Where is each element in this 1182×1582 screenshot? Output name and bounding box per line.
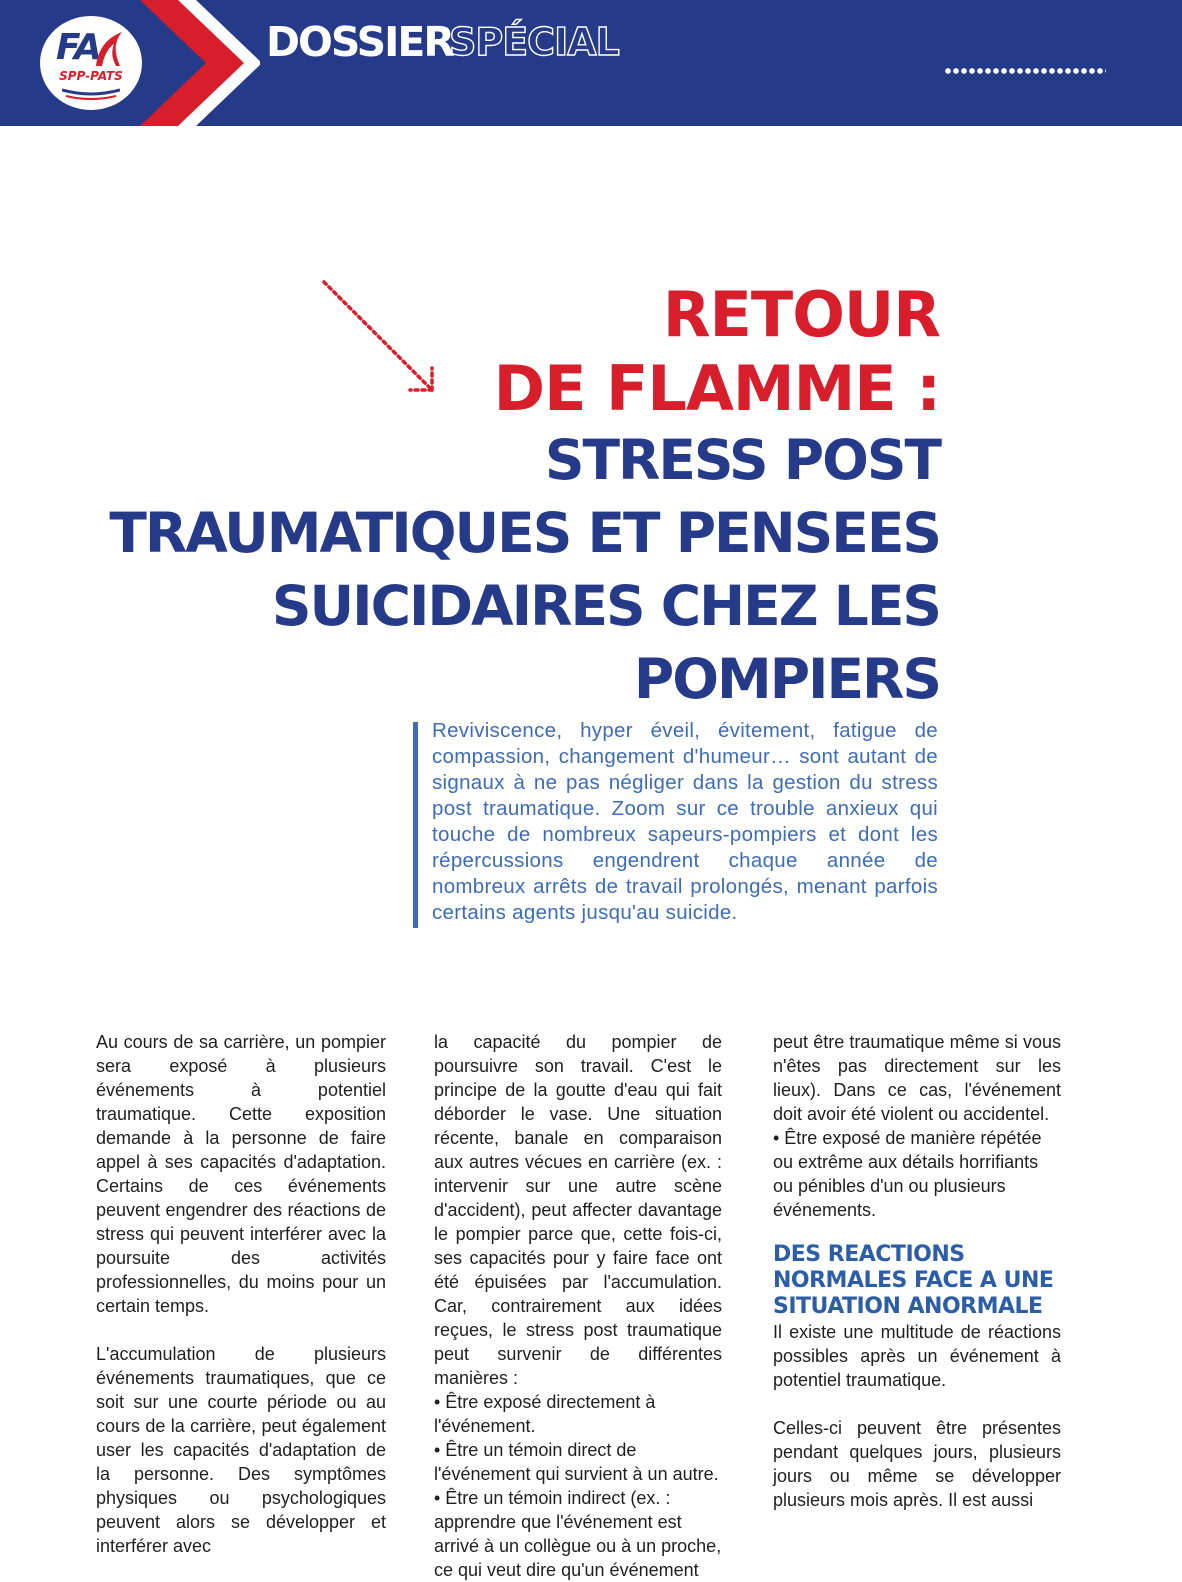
fa-spp-pats-logo [40,16,142,110]
section-subheading: DES REACTIONS NORMALES FACE A UNE SITUATION ANORMALE [773,1242,1054,1319]
logo-sub-text: SPP-PATS [59,69,123,83]
body-paragraph: peut être traumatique même si vous n'êtes pas directement sur les lieux). Dans ce cas, l'événement doit avoir été violent ou accidentel. [773,1032,1061,1124]
bullet-item: • Être un témoin indirect (ex. : apprendre que l'événement est arrivé à un collègue ou à un proche, ce qui veut dire qu'un événement [434,1488,722,1580]
headline-blue-line: STRESS POST [544,428,940,492]
dotted-arrow-icon [318,276,442,400]
headline-blue-line: POMPIERS [633,647,940,711]
body-column-3 [773,1030,1061,1512]
section-title-dossier: DOSSIER [266,18,453,66]
headline-red-line: RETOUR [662,278,940,351]
headline-red-line: DE FLAMME : [493,352,940,425]
dotted-line-decoration [944,67,1106,75]
body-paragraph: Celles-ci peuvent être présentes pendant quelques jours, plusieurs jours ou même se développer plusieurs mois après. Il est aussi [773,1418,1061,1510]
headline-blue [109,424,940,716]
section-title-special: SPÉCIAL [449,20,619,64]
bullet-item: • Être exposé directement à l'événement. [434,1392,656,1436]
logo-main-text: FA [56,27,100,68]
body-paragraph: la capacité du pompier de poursuivre son travail. C'est le principe de la goutte d'eau qui fait déborder le vase. Une situation récente, banale en comparaison aux autres vécues en carrière (ex. : intervenir sur une autre scène d'accident), peut affecter davantage le pompier parce que, cette fois-ci, ses capacités pour y faire face ont été épuisées par l'accumulation. Car, contrairement aux idées reçues, le stress post traumatique peut survenir de différentes manières : [434,1032,722,1388]
headline-blue-line: TRAUMATIQUES ET PENSEES [109,501,940,565]
bullet-item: • Être un témoin direct de l'événement qui survient à un autre. [434,1440,719,1484]
body-column-2 [434,1030,722,1582]
logo-stripes-icon [62,88,120,100]
body-column-1 [96,1030,386,1558]
lead-paragraph: Reviviscence, hyper éveil, évitement, fatigue de compassion, changement d'humeur… sont autant de signaux à ne pas négliger dans la gestion du stress post traumatique. Zoom sur ce trouble anxieux qui touche de nombreux sapeurs-pompiers et dont les répercussions engendrent chaque année de nombreux arrêts de travail prolongés, menant parfois certains agents jusqu'au suicide. [432,719,938,924]
header-band [0,0,1182,126]
bullet-item: • Être exposé de manière répétée ou extrême aux détails horrifiants ou pénibles d'un ou plusieurs événements. [773,1128,1042,1220]
flame-swoosh-icon [92,28,126,68]
body-paragraph: Au cours de sa carrière, un pompier sera exposé à plusieurs événements à potentiel traumatique. Cette exposition demande à la personne de faire appel à ses capacités d'adaptation. Certains de ces événements peuvent engendrer des réactions de stress qui peuvent interférer avec la poursuite des activités professionnelles, du moins pour un certain temps. [96,1032,386,1316]
headline-blue-line: SUICIDAIRES CHEZ LES [271,574,940,638]
lead-accent-bar [413,722,418,928]
body-paragraph: L'accumulation de plusieurs événements traumatiques, que ce soit sur une courte période ou au cours de la carrière, peut également user les capacités d'adaptation de la personne. Des symptômes physiques ou psychologiques peuvent alors se développer et interférer avec [96,1344,386,1556]
body-paragraph: Il existe une multitude de réactions possibles après un événement à potentiel traumatique. [773,1322,1061,1390]
headline-red [494,278,940,426]
